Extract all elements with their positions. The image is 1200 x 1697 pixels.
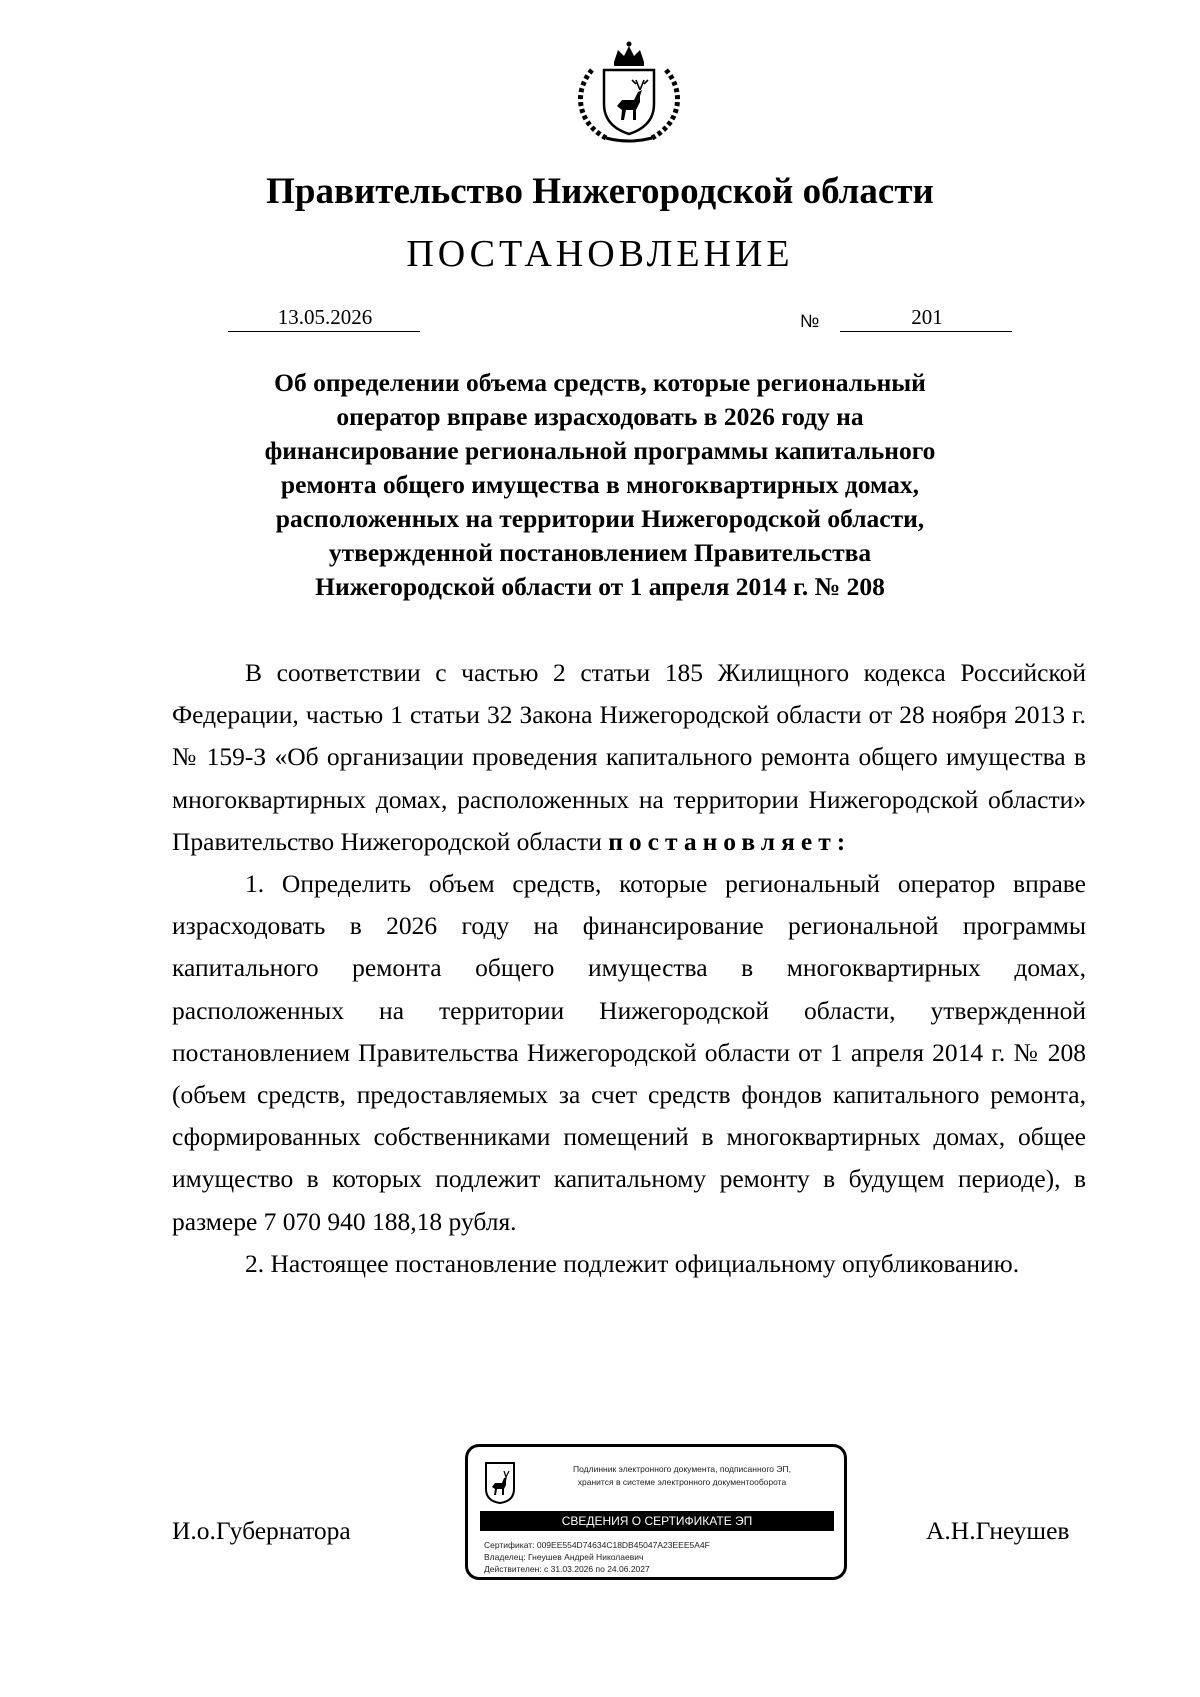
number-underline bbox=[840, 331, 1012, 332]
title-line: ремонта общего имущества в многоквартирных домах, bbox=[280, 470, 920, 499]
organization-name: Правительство Нижегородской области bbox=[266, 171, 934, 212]
certificate-validity: Действителен: с 31.03.2026 по 24.06.2027 bbox=[484, 1564, 650, 1574]
stamp-line: Подлинник электронного документа, подписанного ЭП, bbox=[573, 1464, 791, 1474]
electronic-signature-stamp bbox=[465, 1444, 847, 1580]
title-line: Об определении объема средств, которые региональный bbox=[274, 368, 926, 397]
number-label: № bbox=[800, 311, 820, 331]
emblem-icon bbox=[484, 1461, 516, 1505]
signer-name: А.Н.Гнеушев bbox=[926, 1516, 1070, 1545]
certificate-info-bar: СВЕДЕНИЯ О СЕРТИФИКАТЕ ЭП bbox=[480, 1511, 834, 1531]
document-number: 201 bbox=[911, 305, 943, 329]
coat-of-arms-icon bbox=[570, 40, 688, 144]
title-line: финансирование региональной программы капитального bbox=[264, 436, 936, 465]
certificate-number: Сертификат: 009EE554D74634C18DB45047A23EEE5A4F bbox=[484, 1540, 710, 1550]
stamp-line: хранится в системе электронного документооборота bbox=[577, 1477, 787, 1487]
certificate-owner: Владелец: Гнеушев Андрей Николаевич bbox=[484, 1552, 644, 1562]
preamble-text: В соответствии с частью 2 статьи 185 Жилищного кодекса Российской Федерации, частью 1 статьи 32 Закона Нижегородской области от 28 ноября 2013 г. № 159-З «Об организации проведения капитального ремонта общего имущества в многоквартирных домах, расположенных на территории Нижегородской области» Правительство Нижегородской области bbox=[172, 658, 1086, 856]
certificate-details bbox=[484, 1539, 834, 1575]
document-type: ПОСТАНОВЛЕНИЕ bbox=[406, 233, 794, 275]
document-body bbox=[172, 652, 1086, 1285]
document-title bbox=[240, 366, 960, 604]
title-line: утвержденной постановлением Правительства bbox=[328, 538, 872, 567]
item-1-paragraph: 1. Определить объем средств, которые региональный оператор вправе израсходовать в 2026 году на финансирование региональной программы капитального ремонта общего имущества в многоквартирных домах, расположенных на территории Нижегородской области, утвержденной постановлением Правительства Нижегородской области от 1 апреля 2014 г. № 208 (объем средств, предоставляемых за счет средств фондов капитального ремонта, сформированных собственниками помещений в многоквартирных домах, общее имущество в которых подлежит капитальному ремонту в будущем периоде), в размере 7 070 940 188,18 рубля. bbox=[172, 869, 1086, 1236]
item-2-paragraph: 2. Настоящее постановление подлежит официальному опубликованию. bbox=[245, 1248, 1020, 1278]
title-line: оператор вправе израсходовать в 2026 году на bbox=[336, 402, 864, 431]
signer-position: И.о.Губернатора bbox=[172, 1516, 351, 1545]
decree-word: постановляет: bbox=[608, 826, 852, 856]
date-underline bbox=[228, 331, 420, 332]
stamp-header bbox=[532, 1463, 832, 1489]
preamble-paragraph bbox=[172, 652, 1086, 863]
document-date: 13.05.2026 bbox=[277, 305, 373, 329]
title-line: расположенных на территории Нижегородской области, bbox=[275, 504, 925, 533]
title-line: Нижегородской области от 1 апреля 2014 г. № 208 bbox=[315, 572, 885, 601]
